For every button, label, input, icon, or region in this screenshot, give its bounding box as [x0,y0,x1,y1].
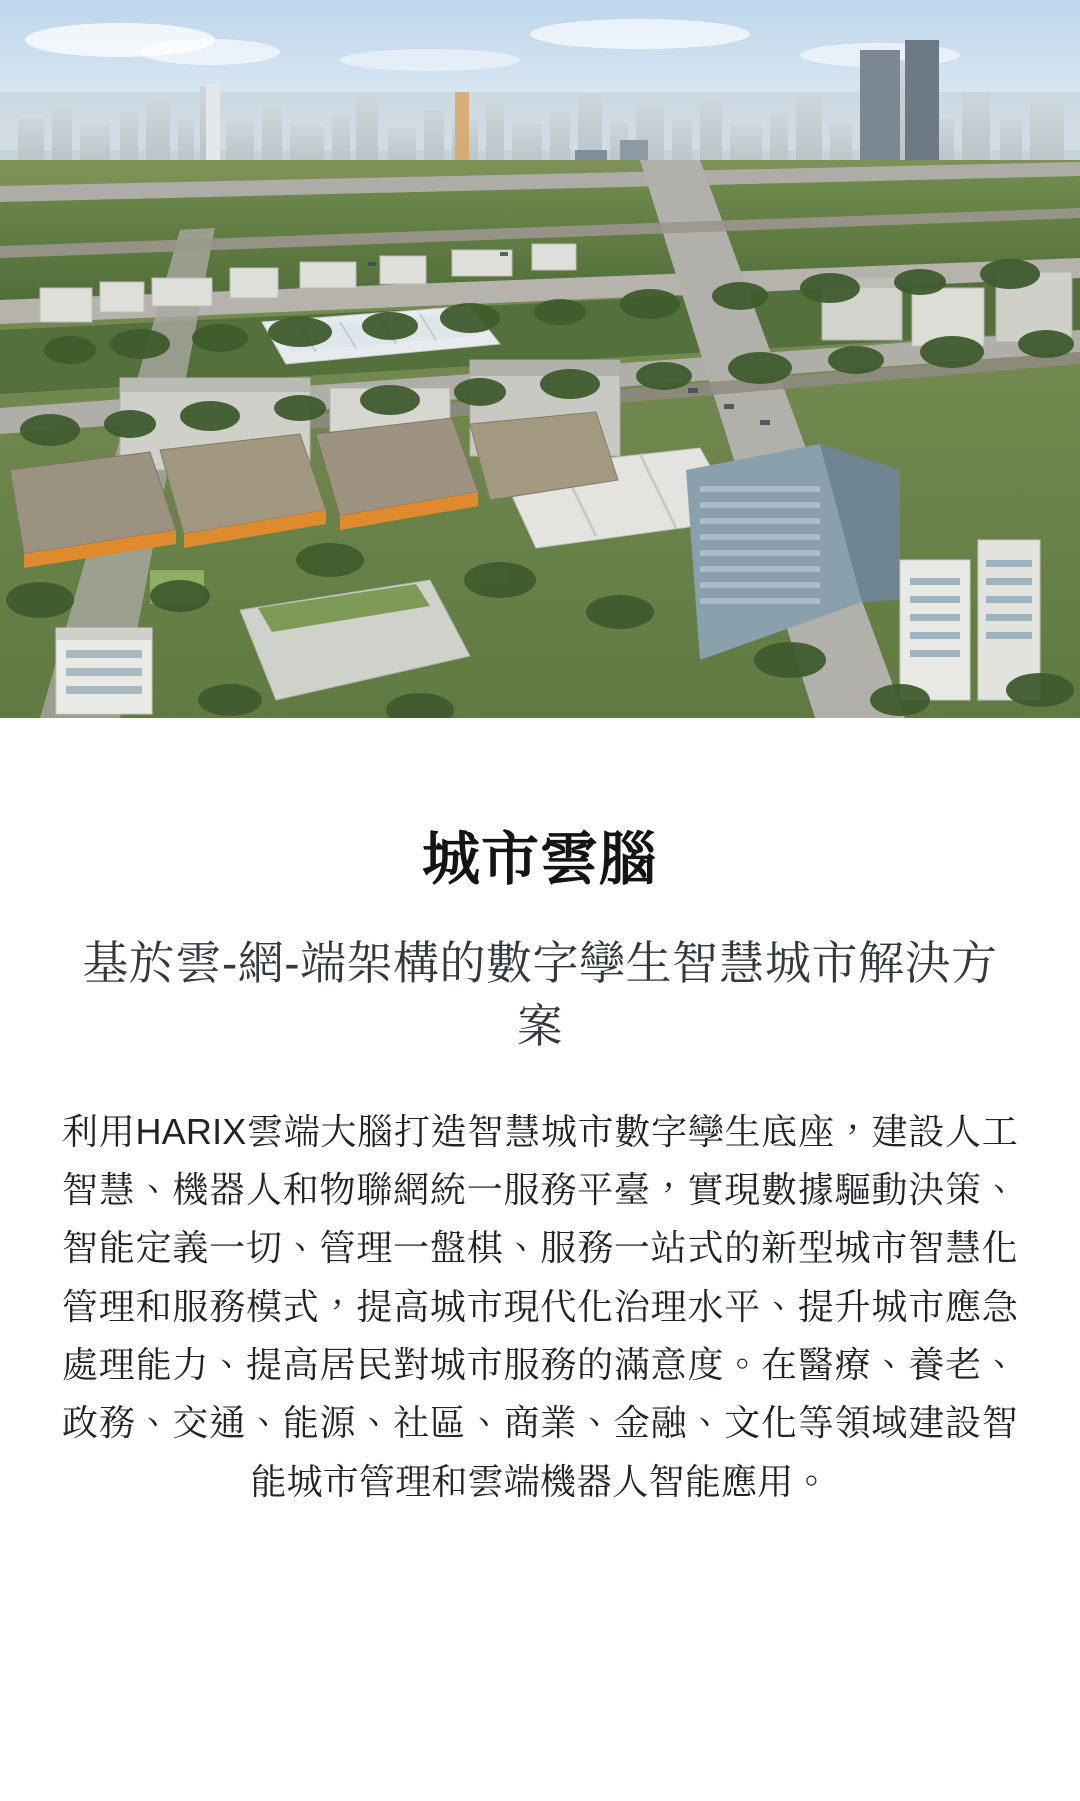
hero-image [0,0,1080,718]
article-content [0,718,1080,1511]
page-subtitle: 基於雲-網-端架構的數字孿生智慧城市解決方案 [82,936,998,1053]
page-title: 城市雲腦 [421,827,658,892]
city-illustration [0,0,1080,718]
body-paragraph: 利用HARIX雲端大腦打造智慧城市數字孿生底座，建設人工智慧、機器人和物聯網統一服務平臺，實現數據驅動決策、智能定義一切、管理一盤棋、服務一站式的新型城市智慧化管理和服務模式，提高城市現代化治理水平、提升城市應急處理能力、提高居民對城市服務的滿意度。在醫療、養老、政務、交通、能源、社區、商業、金融、文化等領域建設智能城市管理和雲端機器人智能應用。 [62,1110,1018,1502]
